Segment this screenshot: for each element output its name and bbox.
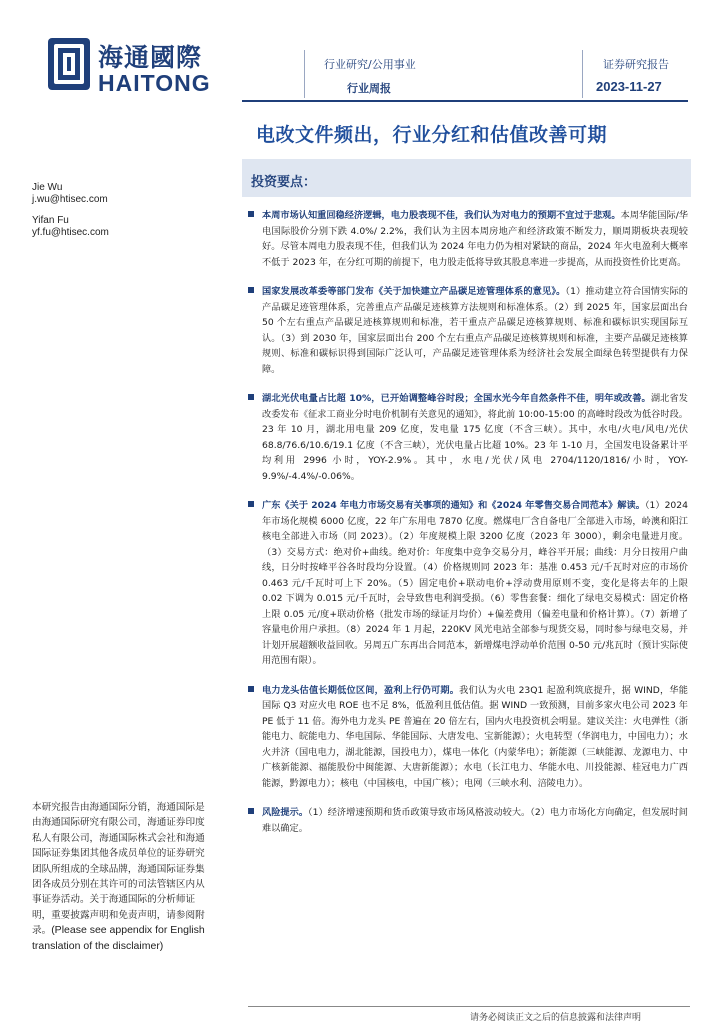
header-divider [304, 50, 305, 98]
bullet-icon [248, 394, 254, 400]
bullet-item [248, 498, 688, 669]
author-email[interactable]: yf.fu@htisec.com [32, 227, 109, 238]
company-logo [46, 34, 216, 98]
bullet-icon [248, 501, 254, 507]
report-date: 2023-11-27 [596, 79, 662, 94]
report-category: 行业研究/公用事业 [324, 58, 416, 71]
bullet-text [262, 208, 688, 270]
report-title: 电改文件频出，行业分红和估值改善可期 [256, 124, 608, 146]
bullet-lead: 电力龙头估值长期低位区间，盈利上行仍可期。 [262, 684, 460, 696]
bullet-item [248, 391, 688, 484]
bullet-body: （1）推动建立符合国情实际的产品碳足迹管理体系，完善重点产品碳足迹核算方法规则和标准体系。（2）到 2025 年，国家层面出台 50 个左右重点产品碳足迹核算规则和标准，若干重点产品碳足迹核算规则、标准和碳标识实现国际互认。（3）到 2030 年，国家层面出台 200 个左右重点产品碳足迹核算规则和标准，主要产品碳足迹核算规则、标准和碳标识得到国际广泛认可，产品碳足迹管理体系为经济社会发展全面绿色转型提供有力保障。 [262, 286, 688, 375]
header-divider [582, 50, 583, 98]
bullet-body: （1）2024 年市场化规模 6000 亿度，22 年广东用电 7870 亿度。燃煤电厂含自备电厂全部进入市场，岭澳和阳江核电全部进入市场（同 2023）。（2）年度规模上限 3200 亿度（2023 年 3000），剩余电量进月度。（3）交易方式：绝对价+曲线。绝对价：年度集中竞争交易分月，峰谷平开展；曲线：月分日按用户曲线，日分时按峰平谷各时段均分设置。（4）价格规则同 2023 年：基准 0.453 元/千瓦时对应的市场价 0.463 元/千瓦时可上下 20%。（5）固定电价+联动电价+浮动费用原则不变，变化是将去年的上限 0.02 下调为 0.015 元/千瓦时，会导致售电利润受损。（6）零售套餐：细化了绿电交易模式：固定价格上限 0.05 元/度+联动价格（批发市场的绿证月均价）+偏差费用（偏差电量和价格计算）。（7）新增了容量电价用户承担。（8）2024 年 1 月起，220KV 风光电站全部参与现货交易，同时参与绿电交易，并计划开展超额收益回收。另周五广东再出合同范本，新增煤电浮动单价范围 0-50 元/兆瓦时（预计实际使用范围有限）。 [262, 500, 688, 666]
report-label: 证券研究报告 [603, 58, 669, 71]
author-name: Jie Wu [32, 182, 63, 193]
bullet-lead: 湖北光伏电量占比超 10%，已开始调整峰谷时段；全国水光今年自然条件不佳，明年或改善。 [262, 393, 651, 404]
key-points-list [248, 208, 688, 836]
author-email[interactable]: j.wu@htisec.com [32, 194, 108, 205]
bullet-icon [248, 808, 254, 814]
haitong-emblem-icon [46, 36, 92, 92]
bullet-text [262, 391, 688, 484]
bullet-body: 本周华能国际/华电国际股价分别下跌 4.0%/ 2.2%，我们认为主因本周房地产和经济政策不断发力，顺周期板块表现较好。尽管本周电力股表现不佳，但我们认为 2024 年电力仍为相对紧缺的商品，2024 年火电盈利大概率不低于 2023 年，在分红可期的前提下，电力股走低将导致其股息率进一步提高，从而投资性价比更高。 [262, 210, 688, 268]
bullet-item [248, 683, 688, 792]
bullet-item [248, 805, 688, 836]
bullet-lead: 国家发展改革委等部门发布《关于加快建立产品碳足迹管理体系的意见》。 [262, 286, 566, 297]
report-type: 行业周报 [347, 82, 391, 95]
brand-name-cn: 海通國際 [98, 43, 203, 72]
bullet-lead: 广东《关于 2024 年电力市场交易有关事项的通知》和《2024 年零售交易合同范本》解读。 [262, 500, 645, 511]
bullet-lead: 本周市场认知重回稳经济逻辑，电力股表现不佳，我们认为对电力的预期不宜过于悲观。 [262, 210, 621, 221]
bullet-text [262, 284, 688, 377]
disclaimer-en: (Please see appendix for English translation of the disclaimer) [32, 924, 205, 952]
header-rule [242, 100, 688, 102]
bullet-icon [248, 686, 254, 692]
bullet-text [262, 683, 688, 792]
footer-rule [248, 1006, 690, 1007]
section-label: 投资要点： [251, 175, 317, 190]
bullet-body: 湖北省发改委发布《征求工商业分时电价机制有关意见的通知》，将此前 10:00-15:00 的高峰时段改为低谷时段。23 年 10 月，湖北用电量 209 亿度，发电量 175 亿度（不含三峡）。其中，水电/火电/风电/光伏 68.8/76.6/10.6/19.1 亿度（不含三峡），光伏电量占比超 10%。23 年 1-10 月，全国发电设备累计平均利用 2996 小时，YOY-2.9%。其中，水电/光伏/风电 2704/1120/1816/小时，YOY-9.9%/-4.4%/-0.06%。 [262, 393, 688, 482]
author-name: Yifan Fu [32, 215, 69, 226]
bullet-item [248, 284, 688, 377]
bullet-text [262, 805, 688, 836]
brand-name-en: HAITONG [98, 70, 211, 96]
footer-note: 请务必阅读正文之后的信息披露和法律声明 [470, 1013, 642, 1023]
bullet-body: 我们认为火电 23Q1 起盈利筑底提升，据 WIND，华能国际 Q3 对应火电 ROE 也不足 8%，低盈利且低估值。据 WIND 一致预测，目前多家火电公司 2023 年 PE 低于 11 倍。海外电力龙头 PE 普遍在 20 倍左右，国内火电投资机会明显。建议关注：火电弹性（浙能电力、皖能电力、华电国际、华能国际、大唐发电、宝新能源）；火电转型（华润电力，中国电力）；水火并济（国电电力，湖北能源，国投电力），煤电一体化（内蒙华电）；新能源（三峡能源、龙源电力、中广核新能源、福能股份中闽能源、大唐新能源）；水电（长江电力、华能水电、川投能源、桂冠电力广西能源，黔源电力）；核电（中国核电，中国广核）；电网（三峡水利、涪陵电力）。 [262, 684, 688, 789]
bullet-item [248, 208, 688, 270]
bullet-icon [248, 211, 254, 217]
disclaimer-box [32, 800, 210, 954]
bullet-body: （1）经济增速预期和货币政策导致市场风格波动较大。（2）电力市场化方向确定，但发展时间难以确定。 [262, 807, 688, 834]
bullet-icon [248, 287, 254, 293]
bullet-lead: 风险提示。 [262, 807, 309, 818]
disclaimer-cn: 本研究报告由海通国际分销，海通国际是由海通国际研究有限公司，海通证券印度私人有限公司，海通国际株式会社和海通国际证券集团其他各成员单位的证券研究团队所组成的全球品牌，海通国际证券集团各成员分别在其许可的司法管辖区内从事证券活动。关于海通国际的分析师证明，重要披露声明和免责声明，请参阅附录。 [32, 802, 205, 937]
bullet-text [262, 498, 688, 669]
